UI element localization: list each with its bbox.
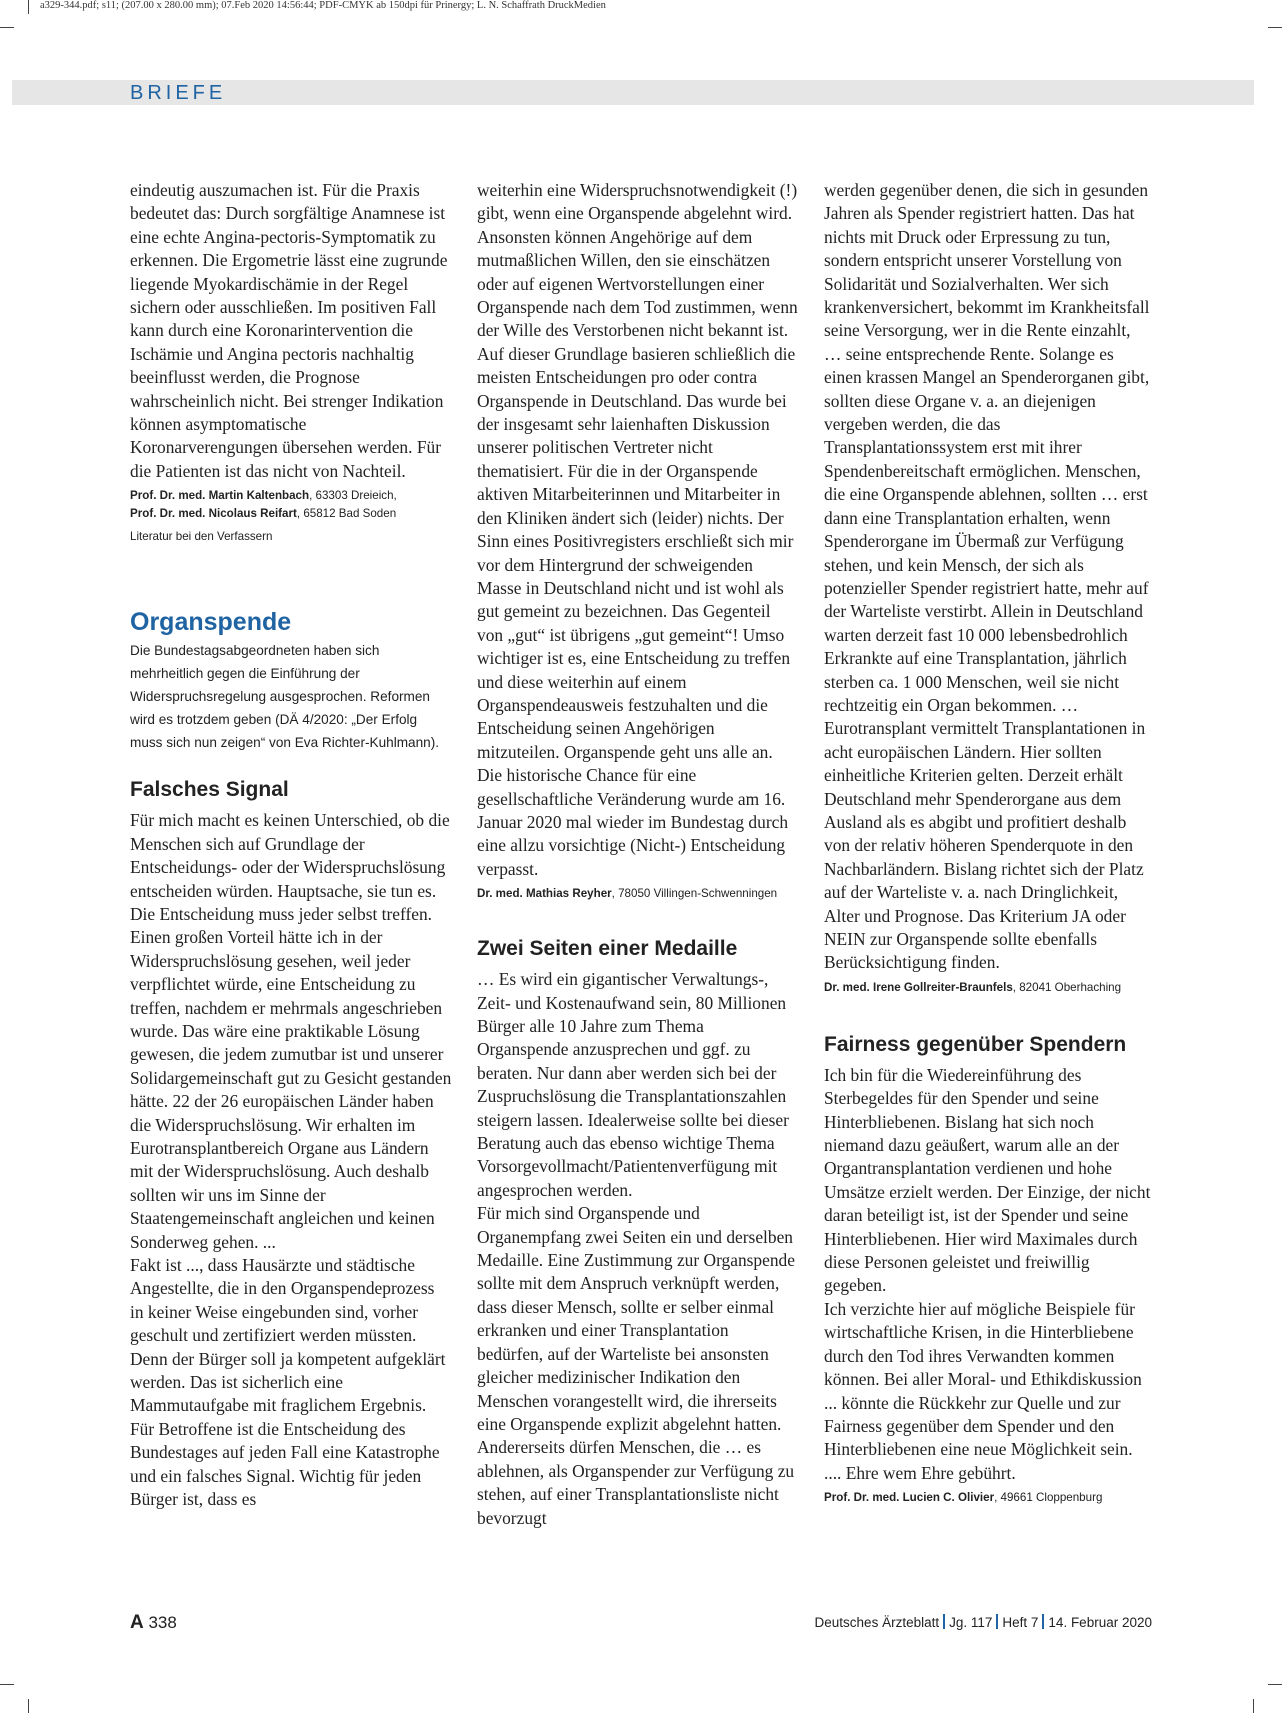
footer-separator	[996, 1614, 998, 1629]
crop-mark	[28, 1699, 29, 1713]
crop-mark	[28, 0, 29, 14]
author-signature	[824, 1489, 1152, 1507]
author-place: , 65812 Bad Soden	[296, 507, 397, 521]
footer-separator	[1042, 1614, 1044, 1629]
letter-body: Fakt ist ..., dass Hausärzte und städtische Angestellte, die in den Organspendeprozess in keiner Weise eingebunden sind, vorher geschult und zertifiziert werden müssten. Denn der Bürger soll ja kompetent aufgeklärt werden. Das ist sicherlich eine Mammutaufgabe mit fraglichem Ergebnis. Für Betroffene ist die Entscheidung des Bundestages auf jeden Fall eine Katastrophe und ein falsches Signal. Wichtig für jeden Bürger ist, dass es	[130, 1255, 446, 1510]
journal-footer	[815, 1614, 1152, 1630]
column-right	[824, 179, 1152, 1507]
crop-mark	[1268, 27, 1282, 28]
author-signature	[477, 885, 799, 903]
literature-note: Literatur bei den Verfassern	[130, 530, 273, 544]
letter-heading: Fairness gegenüber Spendern	[824, 1032, 1127, 1056]
author-signature	[130, 487, 452, 523]
print-slug: a329-344.pdf; s11; (207.00 x 280.00 mm); 07.Feb 2020 14:56:44; PDF-CMYK ab 150dpi für Prinergy; L. N. Schaffrath DruckMedien	[40, 0, 606, 11]
page-prefix: A	[130, 1612, 144, 1633]
letter-body: werden gegenüber denen, die sich in gesunden Jahren als Spender registriert hatten. Das hat nichts mit Druck oder Erpressung zu tun, sondern entspricht unserer Vorstellung von Solidarität und Sozialverhalten. Wer sich krankenversichert, bekommt im Krankheitsfall seine Versorgung, wer in die Rente einzahlt, … seine entsprechende Rente. Solange es einen krassen Mangel an Spenderorganen gibt, sollten diese Organe v. a. an diejenigen vergeben werden, die das Transplantationssystem erst mit ihrer Spendenbereitschaft ermöglichen. Menschen, die eine Organspende ablehnen, sollten … erst dann eine Transplantation erhalten, wenn Spenderorgane im Übermaß zur Verfügung stehen, und kein Mensch, der sich als potenzieller Spender registriert hatte, mehr auf der Warteliste verstirbt. Allein in Deutschland warten derzeit fast 10 000 lebensbedrohlich Erkrankte auf eine Transplantation, jährlich sterben ca. 1 000 Menschen, weil sie nicht rechtzeitig ein Organ bekommen. … Eurotransplant vermittelt Transplantationen in acht europäischen Ländern. Hier sollten einheitliche Kriterien gelten. Derzeit erhält Deutschland mehr Spenderorgane aus dem Ausland als es abgibt und profitiert deshalb von der relativ höheren Spenderquote in den Nachbarländern. Bislang richtet sich der Platz auf der Warteliste v. a. nach Dringlichkeit, Alter und Prognose. Das Kriterium JA oder NEIN zur Organspende sollte ebenfalls Berücksichtigung finden.	[824, 180, 1150, 973]
letter-body: … Es wird ein gigantischer Verwaltungs-, Zeit- und Kostenaufwand sein, 80 Millionen Bürger alle 10 Jahre zum Thema Organspende anzusprechen und ggf. zu beraten. Nur dann aber werden sich bei der Zuspruchslösung die Transplantationszahlen steigern lassen. Idealerweise sollte bei dieser Beratung auch das ebenso wichtige Thema Vorsorgevollmacht/Patientenverfügung mit angesprochen werden.	[477, 969, 789, 1200]
author-name: Prof. Dr. med. Martin Kaltenbach	[130, 489, 310, 503]
letter-body: Ich bin für die Wiedereinführung des Sterbegeldes für den Spender und seine Hinterbliebenen. Bislang hat sich noch niemand dazu geäußert, warum alle an der Organtransplantation verdienen und hohe Umsätze erzielt werden. Der Einzige, der nicht daran beteiligt ist, ist der Spender und seine Hinterbliebenen. Hier wird Maximales durch diese Personen geleistet und freiwillig gegeben.	[824, 1064, 1151, 1296]
crop-mark	[0, 1684, 14, 1685]
letter-body: eindeutig auszumachen ist. Für die Praxis bedeutet das: Durch sorgfältige Anamnese ist eine echte Angina-pectoris-Symptomatik zu erkennen. Die Ergometrie lässt eine zugrunde liegende Myokardischämie in der Regel sichern oder ausschließen. Im positiven Fall kann durch eine Koronarintervention die Ischämie und Angina pectoris nachhaltig beeinflusst werden, die Prognose wahrscheinlich nicht. Bei strenger Indikation können asymptomatische Koronarverengungen übersehen werden. Für die Patienten ist das nicht von Nachteil.	[130, 180, 448, 481]
author-name: Prof. Dr. med. Nicolaus Reifart	[130, 507, 297, 521]
crop-mark	[1253, 1699, 1254, 1713]
author-name: Dr. med. Irene Gollreiter-Braunfels	[824, 980, 1013, 994]
journal-date: 14. Februar 2020	[1048, 1615, 1152, 1630]
topic-title: Organspende	[130, 608, 292, 637]
letter-body: Für mich sind Organspende und Organempfang zwei Seiten ein und derselben Medaille. Eine Zustimmung zur Organspende sollte mit dem Anspruch verknüpft werden, dass dieser Mensch, sollte er selber einmal erkranken und einer Transplantation bedürfen, auf der Warteliste bei ansonsten gleicher medizinischer Indikation den Menschen vorangestellt wird, die ihrerseits eine Organspende explizit abgelehnt hatten. Andererseits dürfen Menschen, die … es ablehnen, als Organspender zur Verfügung zu stehen, auf einer Transplantationsliste nicht bevorzugt	[477, 1203, 795, 1528]
letter-body: weiterhin eine Widerspruchsnotwendigkeit (!) gibt, wenn eine Organspende abgelehnt wird. Ansonsten können Angehörige auf dem mutmaßlichen Willen, den sie einschätzen oder auf eigenen Wertvorstellungen einer Organspende nach dem Tod zustimmen, wenn der Wille des Verstorbenen nicht bekannt ist. Auf dieser Grundlage basieren schließlich die meisten Entscheidungen pro oder contra Organspende in Deutschland. Das wurde bei der insgesamt sehr laienhaften Diskussion unserer politischen Vertreter nicht thematisiert. Für die in der Organspende aktiven Mitarbeiterinnen und Mitarbeiter in den Kliniken ändert sich (leider) nichts. Der Sinn eines Positivregisters erschließt sich mir vor dem Hintergrund der schweigenden Masse in Deutschland nicht und ist wohl als gut gemeint zu bezeichnen. Das Gegenteil von „gut“ ist übrigens „gut gemeint“! Umso wichtiger ist es, eine Entscheidung zu treffen und diese weiterhin auf einem Organspendeausweis festzuhalten und die Entscheidung seinen Angehörigen mitzuteilen. Organspende geht uns alle an. Die historische Chance für eine gesellschaftliche Veränderung wurde am 16. Januar 2020 mal wieder im Bundestag durch eine allzu vorsichtige (Nicht-) Entscheidung verpasst.	[477, 180, 798, 879]
author-place: , 78050 Villingen-Schwenningen	[611, 887, 778, 901]
crop-mark	[0, 27, 14, 28]
author-signature	[824, 979, 1152, 997]
journal-name: Deutsches Ärzteblatt	[814, 1615, 940, 1630]
column-middle	[477, 179, 799, 1530]
letter-body: Ich verzichte hier auf mögliche Beispiele für wirtschaftliche Krisen, in die Hinterbliebene durch den Tod ihres Verwandten kommen können. Bei aller Moral- und Ethikdiskussion ... könnte die Rückkehr zur Quelle und zur Fairness gegenüber dem Spender und den Hinterbliebenen eine neue Möglichkeit sein. .... Ehre wem Ehre gebührt.	[824, 1298, 1142, 1483]
footer-separator	[943, 1614, 945, 1629]
letter-heading: Falsches Signal	[130, 778, 289, 802]
section-title: BRIEFE	[130, 82, 227, 104]
author-name: Dr. med. Mathias Reyher	[477, 887, 612, 901]
author-name: Prof. Dr. med. Lucien C. Olivier	[824, 1491, 995, 1505]
author-place: , 63303 Dreieich,	[309, 489, 397, 503]
journal-issue: Heft 7	[1002, 1615, 1039, 1630]
letter-body: Für mich macht es keinen Unterschied, ob die Menschen sich auf Grundlage der Entscheidungs- oder der Widerspruchslösung entscheiden würden. Hauptsache, sie tun es. Die Entscheidung muss jeder selbst treffen. Einen großen Vorteil hätte ich in der Widerspruchslösung gesehen, weil jeder verpflichtet würde, eine Entscheidung zu treffen, nachdem er mehrmals angeschrieben wurde. Das wäre eine praktikable Lösung gewesen, die jedem zumutbar ist und unserer Solidargemeinschaft gut zu Gesicht gestanden hätte. 22 der 26 europäischen Länder haben die Widerspruchslösung. Wir erhalten im Eurotransplantbereich Organe aus Ländern mit der Widerspruchslösung. Auch deshalb sollten wir uns im Sinne der Staatengemeinschaft angleichen und keinen Sonderweg gehen. ...	[130, 810, 452, 1252]
crop-mark	[1268, 1684, 1282, 1685]
author-place: , 82041 Oberhaching	[1012, 980, 1122, 994]
page-number-value: 338	[148, 1613, 177, 1632]
topic-intro: Die Bundestagsabgeordneten haben sich mehrheitlich gegen die Einführung der Widerspruchsregelung ausgesprochen. Reformen wird es trotzdem geben (DÄ 4/2020: „Der Erfolg muss sich nun zeigen“ von Eva Richter-Kuhlmann).	[130, 643, 440, 751]
journal-volume: Jg. 117	[949, 1615, 993, 1630]
page-number	[130, 1612, 177, 1634]
author-place: , 49661 Cloppenburg	[994, 1491, 1103, 1505]
letter-heading: Zwei Seiten einer Medaille	[477, 937, 738, 961]
column-left	[130, 179, 452, 1511]
